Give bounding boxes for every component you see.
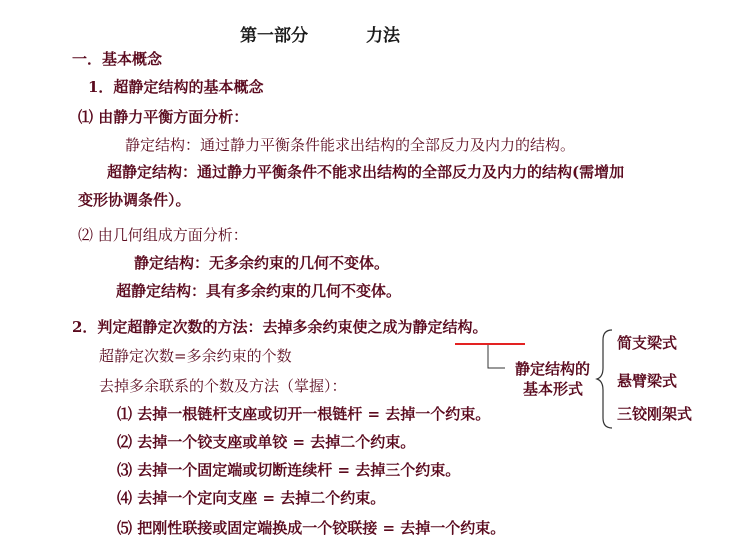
red-underline [455, 343, 525, 345]
basic-forms-label-line1: 静定结构的 [515, 360, 591, 378]
section1-heading: 一．基本概念 [72, 50, 163, 68]
remove-methods-heading: 去掉多余联系的个数及方法（掌握）： [99, 377, 347, 395]
geometric-view-heading: ⑵ 由几何组成方面分析： [78, 226, 248, 244]
static-view-heading: ⑴ 由静力平衡方面分析： [78, 108, 249, 126]
title-part: 第一部分 [240, 26, 308, 46]
basic-form-item: 简支梁式 [617, 334, 678, 352]
static-indeterminate-line2: 变形协调条件）。 [78, 191, 191, 209]
static-determinate-text: 静定结构：通过静力平衡条件能求出结构的全部反力及内力的结构。 [125, 136, 576, 154]
sub1-heading: 1．超静定结构的基本概念 [88, 78, 264, 96]
rule-item: ⑷ 去掉一个定向支座 = 去掉二个约束。 [117, 489, 386, 507]
basic-form-item: 三铰刚架式 [617, 405, 693, 423]
geometric-indeterminate-text: 超静定结构：具有多余约束的几何不变体。 [116, 282, 402, 300]
rule-item: ⑴ 去掉一根链杆支座或切开一根链杆 = 去掉一个约束。 [117, 405, 491, 423]
indeterminacy-degree: 超静定次数=多余约束的个数 [99, 347, 292, 365]
rule-item: ⑶ 去掉一个固定端或切断连续杆 = 去掉三个约束。 [117, 461, 461, 479]
basic-forms-label-line2: 基本形式 [523, 380, 584, 398]
static-indeterminate-line1: 超静定结构：通过静力平衡条件不能求出结构的全部反力及内力的结构(需增加 [107, 163, 625, 181]
rule-item: ⑵ 去掉一个铰支座或单铰 = 去掉二个约束。 [117, 433, 416, 451]
curly-brace [597, 330, 612, 428]
basic-form-item: 悬臂梁式 [617, 372, 678, 390]
sub2-heading: 2．判定超静定次数的方法：去掉多余约束使之成为静定结构。 [72, 318, 488, 336]
geometric-determinate-text: 静定结构：无多余约束的几何不变体。 [134, 254, 390, 272]
rule-item: ⑸ 把刚性联接或固定端换成一个铰联接 = 去掉一个约束。 [117, 519, 506, 537]
title-method: 力法 [366, 26, 400, 46]
